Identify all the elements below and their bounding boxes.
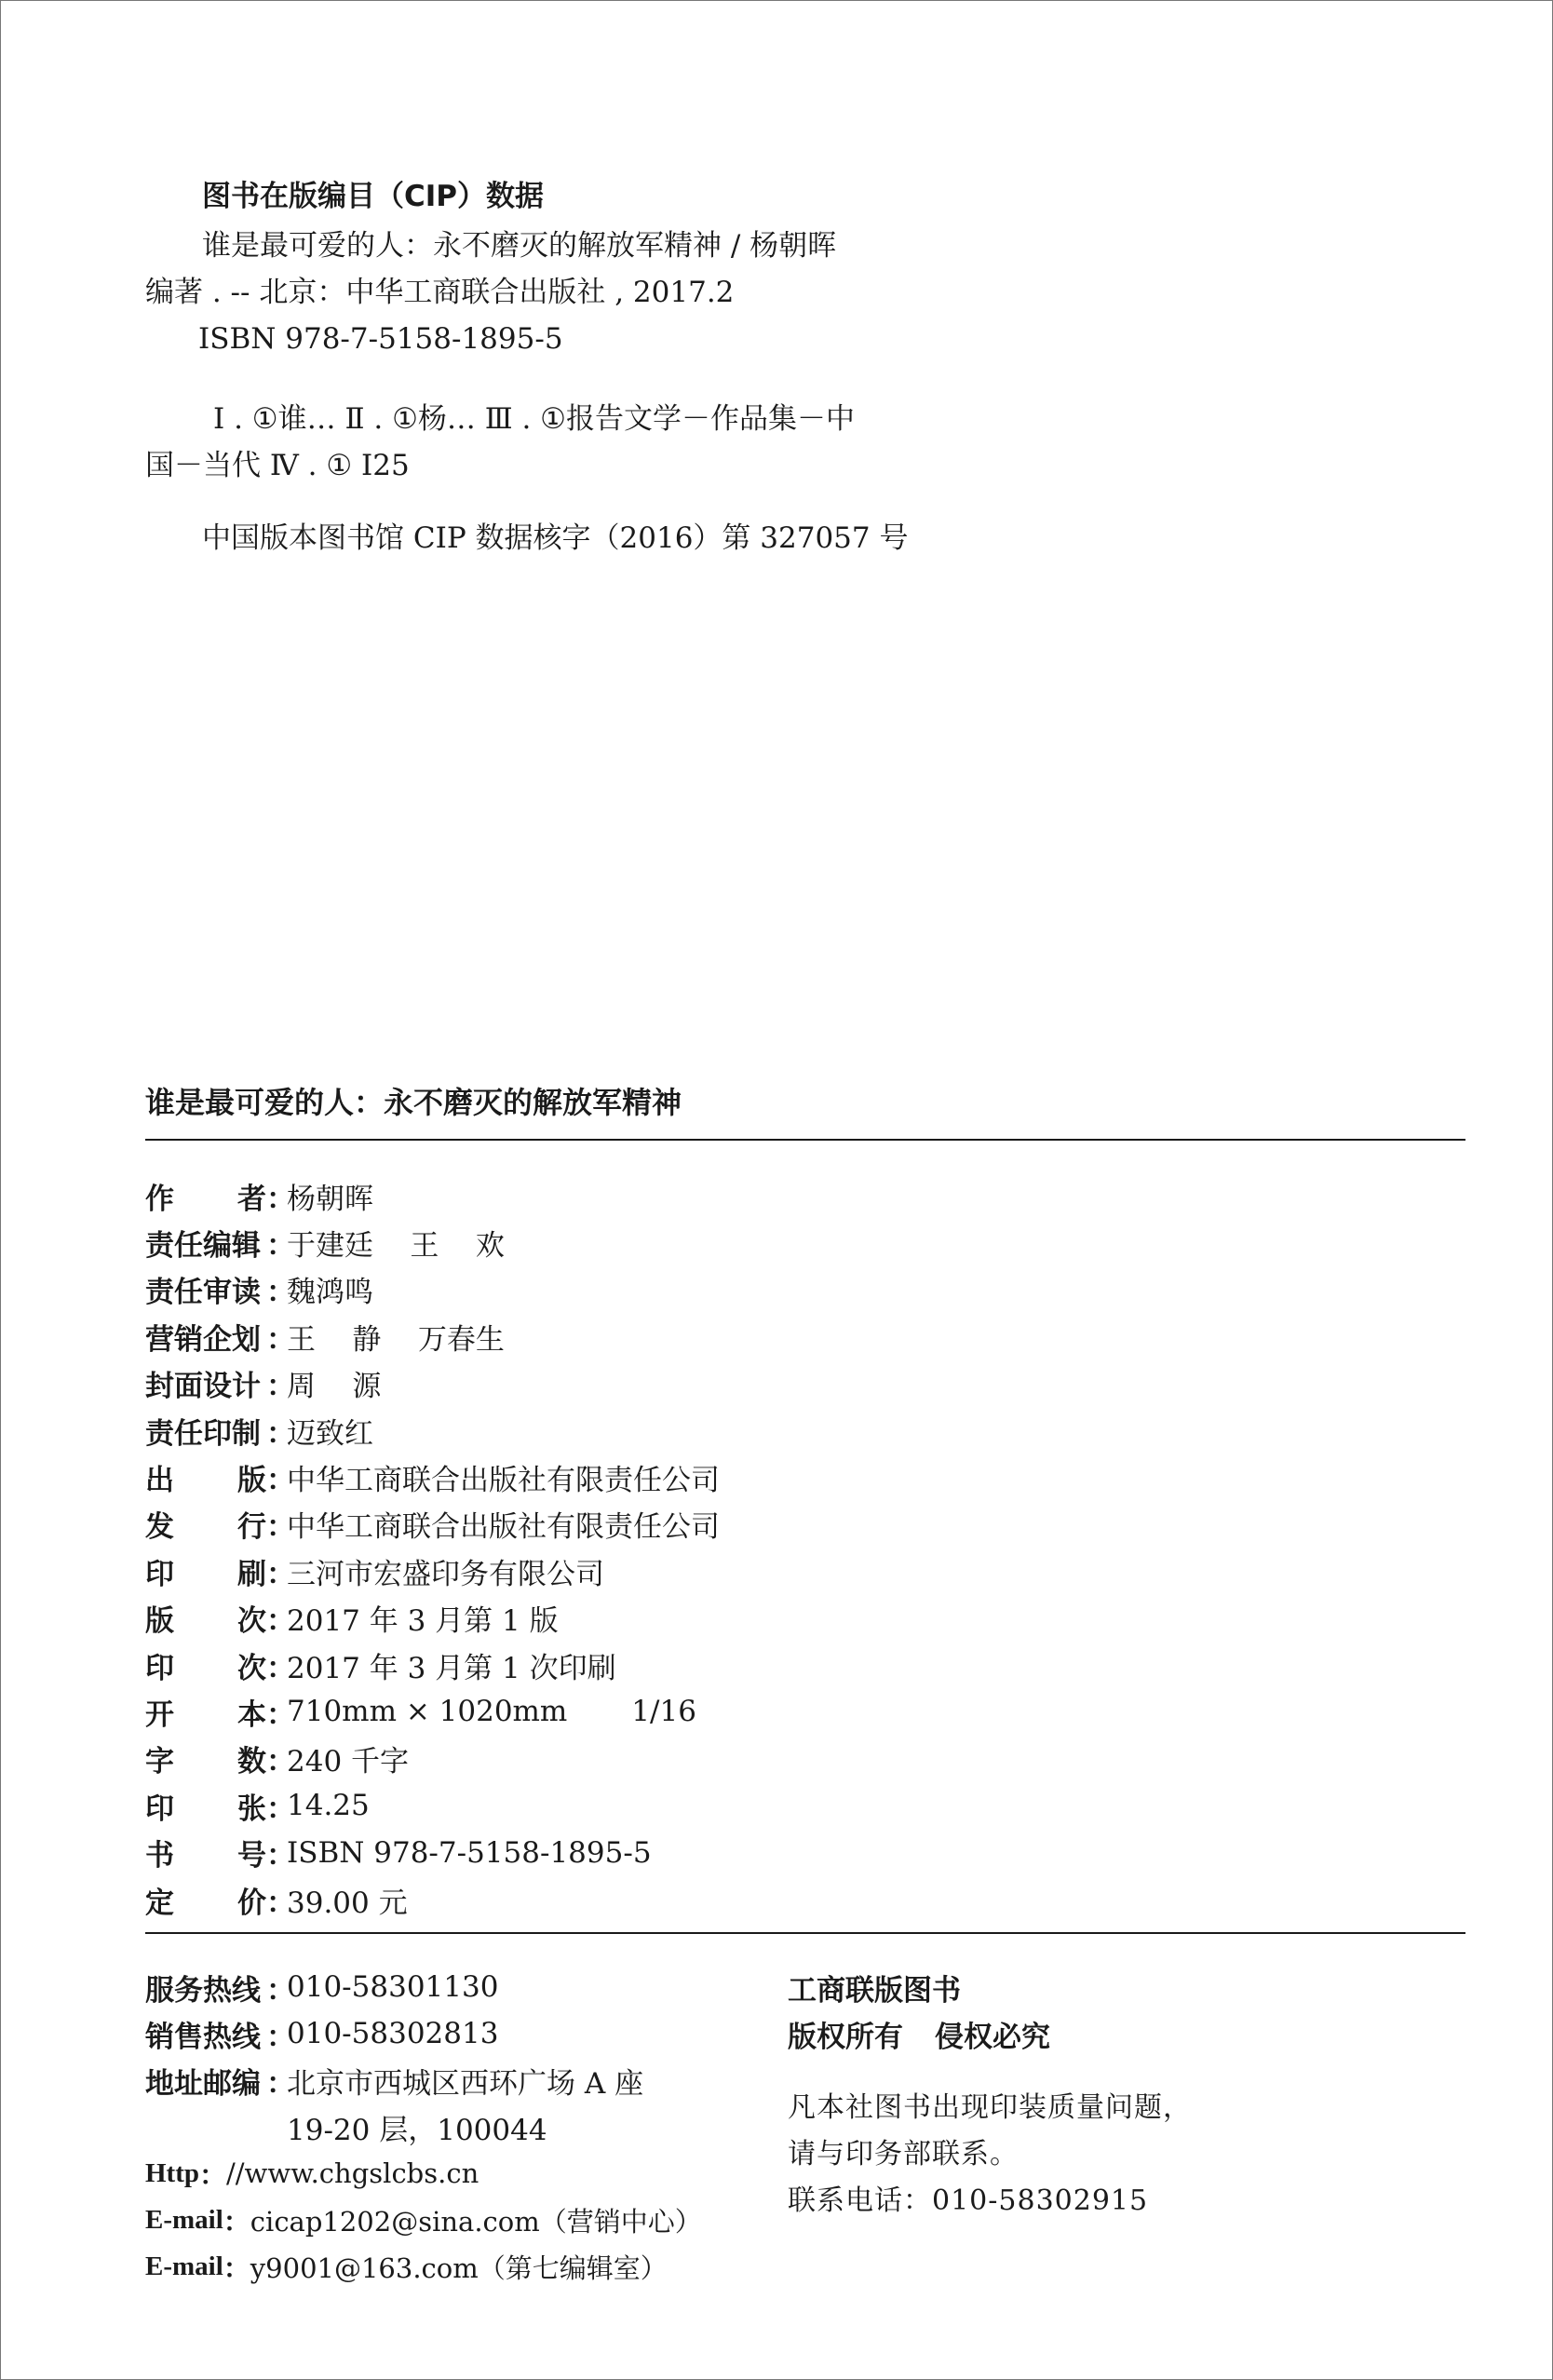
email-label: E-mail <box>145 2204 223 2235</box>
rights-reserved: 版权所有 <box>788 2020 903 2054</box>
info-value: ISBN 978-7-5158-1895-5 <box>287 1835 652 1870</box>
info-label <box>145 1550 266 1592</box>
contact-phone: 联系电话：010-58302915 <box>788 2184 1149 2217</box>
info-label-part: 次 <box>237 1604 266 1639</box>
info-label <box>145 1410 266 1452</box>
service-hotline-label: 服务热线 <box>145 1973 261 2008</box>
info-label-part: 封面设计 <box>145 1370 261 1404</box>
info-value: 240 千字 <box>287 1745 410 1779</box>
info-value: 14.25 <box>287 1789 370 1823</box>
info-label-part: 作 <box>145 1182 174 1216</box>
info-row <box>145 1313 720 1359</box>
address-row <box>145 2057 702 2103</box>
info-label-part: 责任编辑 <box>145 1229 261 1264</box>
info-row <box>145 1688 720 1735</box>
info-row <box>145 1829 720 1875</box>
info-label-part: 张 <box>237 1792 266 1826</box>
colon: ： <box>223 2207 250 2238</box>
colon: ： <box>266 1697 295 1732</box>
colon: ： <box>266 1370 295 1404</box>
info-label <box>145 1503 266 1545</box>
colon: ： <box>266 1839 295 1873</box>
info-label-part: 数 <box>237 1745 266 1779</box>
info-value: 39.00 元 <box>287 1886 408 1920</box>
colon: ： <box>266 1464 295 1498</box>
email-label: E-mail <box>145 2251 223 2281</box>
email-row-1 <box>145 2197 702 2243</box>
http-label: Http <box>145 2157 199 2188</box>
cip-record-number: 中国版本图书馆 CIP 数据核字（2016）第 327057 号 <box>202 521 909 555</box>
info-label-part: 行 <box>237 1510 266 1545</box>
info-value: 王 静 万春生 <box>287 1322 505 1357</box>
info-label-part: 责任审读 <box>145 1276 261 1310</box>
top-divider <box>145 1139 1465 1141</box>
info-value: 2017 年 3 月第 1 版 <box>287 1604 559 1639</box>
colon: ： <box>266 1886 295 1920</box>
info-label-part: 本 <box>237 1697 266 1732</box>
info-label-part: 版 <box>145 1604 174 1639</box>
info-label-part: 号 <box>237 1839 266 1873</box>
info-row <box>145 1876 720 1923</box>
colon: ： <box>266 1651 295 1685</box>
info-label <box>145 1362 266 1404</box>
info-label <box>145 1316 266 1358</box>
bottom-divider <box>145 1932 1465 1934</box>
info-label-part: 价 <box>237 1886 266 1920</box>
website-link[interactable]: //www.chgslcbs.cn <box>226 2157 479 2189</box>
cip-heading: 图书在版编目（CIP）数据 <box>202 180 545 213</box>
info-value: 中华工商联合出版社有限责任公司 <box>287 1464 720 1498</box>
info-label <box>145 1691 266 1733</box>
quality-notice-1: 凡本社图书出现印装质量问题， <box>788 2091 1192 2124</box>
info-row <box>145 1782 720 1829</box>
info-label-part: 开 <box>145 1697 174 1732</box>
info-label-part: 出 <box>145 1464 174 1498</box>
info-value: 迈致红 <box>287 1416 373 1451</box>
info-label-part: 定 <box>145 1886 174 1920</box>
info-label <box>145 1785 266 1827</box>
service-hotline-row <box>145 1964 702 2010</box>
book-title: 谁是最可爱的人：永不磨灭的解放军精神 <box>145 1085 682 1120</box>
info-value: 2017 年 3 月第 1 次印刷 <box>287 1651 616 1685</box>
info-row <box>145 1266 720 1313</box>
quality-notice-2: 请与印务部联系。 <box>788 2138 1019 2170</box>
colon: ： <box>223 2253 250 2284</box>
info-row <box>145 1172 720 1219</box>
info-label <box>145 1222 266 1264</box>
info-label-part: 版 <box>237 1464 266 1498</box>
colon: ： <box>266 1182 295 1216</box>
info-label <box>145 1597 266 1639</box>
info-label <box>145 1879 266 1921</box>
info-value: 杨朝晖 <box>287 1182 373 1216</box>
info-label-part: 刷 <box>237 1557 266 1591</box>
sales-hotline-row <box>145 2010 702 2057</box>
contact-info <box>145 1964 702 2290</box>
info-row <box>145 1595 720 1642</box>
info-row <box>145 1501 720 1548</box>
info-label-part: 书 <box>145 1839 174 1873</box>
info-label-part: 责任印制 <box>145 1416 261 1451</box>
info-value: 于建廷 王 欢 <box>287 1229 505 1264</box>
colon: ： <box>266 2020 295 2054</box>
cip-classification-2: 国－当代 Ⅳ . ① I25 <box>145 449 410 482</box>
colon: ： <box>199 2160 227 2191</box>
info-row <box>145 1736 720 1782</box>
colon: ： <box>266 1973 295 2008</box>
colon: ： <box>266 1276 295 1310</box>
address-line-1: 北京市西城区西环广场 A 座 <box>287 2066 644 2101</box>
info-label <box>145 1644 266 1686</box>
colon: ： <box>266 1557 295 1591</box>
cip-classification-1: Ⅰ . ①谁… Ⅱ . ①杨… Ⅲ . ①报告文学－作品集－中 <box>213 402 855 436</box>
colon: ： <box>266 2066 295 2101</box>
copyright-statement <box>788 2010 1192 2057</box>
colon: ： <box>266 1229 295 1264</box>
info-label-part: 印 <box>145 1792 174 1826</box>
address-line-2: 19-20 层，100044 <box>287 2113 547 2147</box>
email-link-marketing[interactable]: cicap1202@sina.com（营销中心） <box>250 2205 702 2238</box>
info-label-part: 者 <box>237 1182 266 1216</box>
info-label-part: 印 <box>145 1557 174 1591</box>
sales-hotline-label: 销售热线 <box>145 2020 261 2054</box>
info-label <box>145 1175 266 1217</box>
email-link-editorial[interactable]: y9001@163.com（第七编辑室） <box>250 2252 668 2284</box>
info-row <box>145 1642 720 1688</box>
colon: ： <box>266 1792 295 1826</box>
cip-line-1: 谁是最可爱的人：永不磨灭的解放军精神 / 杨朝晖 <box>202 229 837 263</box>
email-row-2 <box>145 2243 702 2290</box>
info-label <box>145 1268 266 1310</box>
service-hotline-value: 010-58301130 <box>287 1970 499 2004</box>
info-row <box>145 1407 720 1454</box>
info-value: 周 源 <box>287 1370 382 1404</box>
publisher-brand: 工商联版图书 <box>788 1973 961 2008</box>
address-label: 地址邮编 <box>145 2066 261 2101</box>
info-value: 魏鸿鸣 <box>287 1276 373 1310</box>
info-row <box>145 1454 720 1500</box>
cip-isbn: ISBN 978-7-5158-1895-5 <box>198 322 563 356</box>
info-row <box>145 1548 720 1594</box>
info-label-part: 字 <box>145 1745 174 1779</box>
info-label-part: 次 <box>237 1651 266 1685</box>
colon: ： <box>266 1322 295 1357</box>
info-value: 三河市宏盛印务有限公司 <box>287 1557 604 1591</box>
cip-line-2: 编著 . -- 北京：中华工商联合出版社 , 2017.2 <box>145 276 735 309</box>
piracy-warning: 侵权必究 <box>935 2020 1050 2054</box>
info-label-part: 发 <box>145 1510 174 1545</box>
colon: ： <box>266 1416 295 1451</box>
info-row <box>145 1219 720 1265</box>
website-row <box>145 2150 702 2197</box>
sales-hotline-value: 010-58302813 <box>287 2017 499 2050</box>
rights-notice <box>788 1964 1192 2221</box>
colon: ： <box>266 1745 295 1779</box>
info-label-part: 印 <box>145 1651 174 1685</box>
info-label <box>145 1832 266 1873</box>
info-label-part: 营销企划 <box>145 1322 261 1357</box>
info-label <box>145 1456 266 1498</box>
info-label <box>145 1738 266 1779</box>
colon: ： <box>266 1604 295 1639</box>
info-row <box>145 1360 720 1407</box>
address-row-2 <box>145 2103 702 2150</box>
publication-info <box>145 1172 720 1923</box>
colon: ： <box>266 1510 295 1545</box>
info-value: 710mm × 1020mm 1/16 <box>287 1695 696 1729</box>
info-value: 中华工商联合出版社有限责任公司 <box>287 1510 720 1545</box>
